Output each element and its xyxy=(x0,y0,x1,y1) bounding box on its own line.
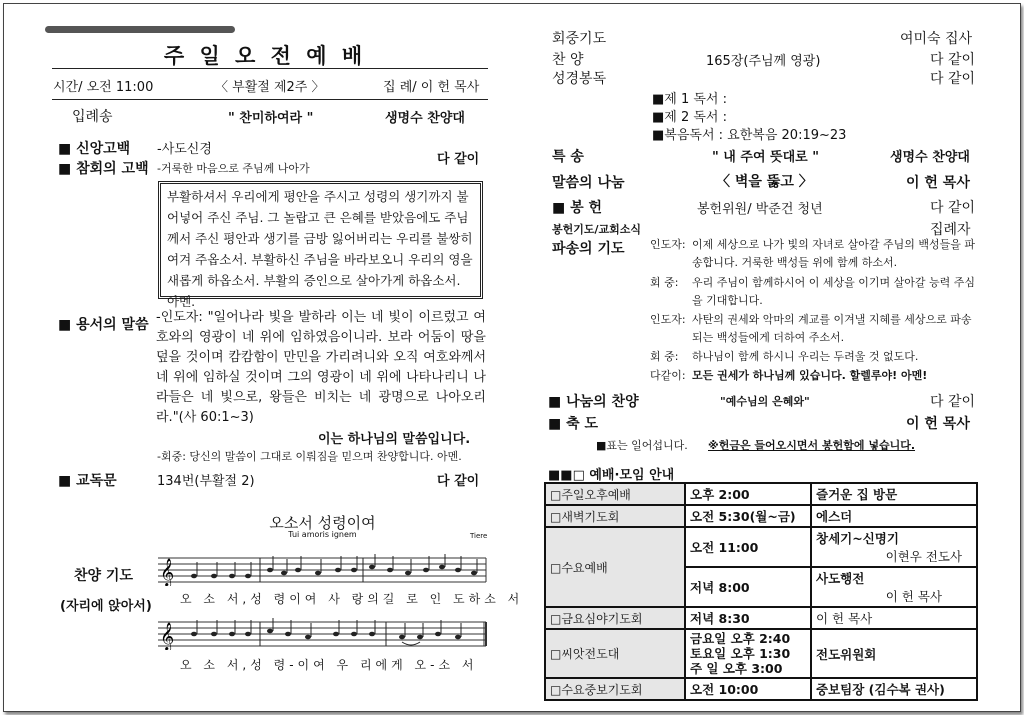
share-hymn-by: 다 같이 xyxy=(930,394,976,410)
service-time: 시간/ 오전 11:00 xyxy=(53,80,154,95)
hymn-score-subtitle: Tui amoris ignem xyxy=(288,530,357,539)
offering-by: 다 같이 xyxy=(930,200,976,216)
ann-time: 오전 10:00 xyxy=(685,678,811,700)
reading-3: ■복음독서 : 요한복음 20:19~23 xyxy=(652,128,847,143)
ann-time: 주 일 오후 3:00 xyxy=(690,661,783,676)
resp-who-4: 회 중: xyxy=(650,350,679,363)
hymn-value: 165장(주님께 영광) xyxy=(706,54,821,69)
share-hymn-label: ■ 나눔의 찬양 xyxy=(548,394,639,410)
hymn-prayer-label: 찬양 기도 xyxy=(74,568,133,584)
offering-value: 봉헌위원/ 박준건 청년 xyxy=(697,202,823,217)
resp-who-5: 다같이: xyxy=(650,369,686,382)
ann-desc-cell xyxy=(811,527,977,567)
note-offering: ※헌금은 들어오시면서 봉헌함에 넣습니다. xyxy=(708,439,916,452)
reading-2: ■제 2 독서 : xyxy=(652,110,728,125)
ann-desc: 중보팀장 (김수복 권사) xyxy=(811,678,977,700)
word-closing: 이는 하나님의 말씀입니다. xyxy=(318,432,471,447)
svg-text:𝄞: 𝄞 xyxy=(160,558,175,586)
hymn-prayer-note: (자리에 앉아서) xyxy=(60,599,152,614)
special-song-label: 특 송 xyxy=(552,149,584,165)
announcement-table xyxy=(544,482,978,701)
prayer-by: 여미숙 집사 xyxy=(900,31,973,47)
confession-prayer-box: 부활하셔서 우리에게 평안을 주시고 성령의 생기까지 불어넣어 주신 주님. 그 놀랍고 큰 은혜를 받았음에도 주님께서 주신 평안과 생기를 금방 잃어버리는 우리를 불쌍히 여겨 주옵소서. 부활하신 주님을 바라보오니 우리의 영을 새롭게 하옵소서. 부활의 증인으로 살아가게 하옵소서. 아멘. xyxy=(158,181,483,299)
ann-desc: 에스더 xyxy=(811,505,977,527)
reading-by: 다 같이 xyxy=(930,71,976,87)
confession-label: ■ 참회의 고백 xyxy=(58,161,149,177)
resp-who-3: 인도자: xyxy=(650,313,686,326)
lyrics-line-1: 오 소 서,성 령이여 사 랑의길 로 인 도하소 서 xyxy=(180,592,524,606)
ann-name: □수요중보기도회 xyxy=(545,678,685,700)
ann-name: □금요심야기도회 xyxy=(545,607,685,629)
ann-desc: 전도위원회 xyxy=(811,629,977,678)
svg-text:𝄞: 𝄞 xyxy=(160,622,175,650)
table-row xyxy=(545,483,977,505)
hymn-by: 다 같이 xyxy=(930,52,976,68)
absolution-text: -인도자: "일어나라 빛을 발하라 이는 네 빛이 이르렀고 여호와의 영광이 네 위에 임하였음이니라. 보라 어둠이 땅을 덮을 것이며 캄캄함이 만민을 가리려니와 오직 여호와께서 네 위에 임하실 것이며 그의 영광이 네 위에 나타나리니 나라들은 네 빛으로, 왕들은 비치는 네 광명으로 나아오리라."(사 60:1~3) xyxy=(156,310,486,425)
hymn-score-title: 오소서 성령이여 xyxy=(269,514,376,532)
responsive-reading-value: 134번(부활절 2) xyxy=(157,474,255,489)
share-hymn-song: "예수님의 은혜와" xyxy=(720,395,810,408)
special-song: " 내 주여 뜻대로 " xyxy=(712,150,819,165)
news-label: 봉헌기도/교회소식 xyxy=(552,223,642,236)
confession-value: -거룩한 마음으로 주님께 나아가 xyxy=(157,162,310,175)
resp-text-5: 모든 권세가 하나님께 있습니다. 할렐루야! 아멘! xyxy=(692,369,928,382)
ann-time: 금요일 오후 2:40 xyxy=(690,631,791,646)
resp-who-1: 인도자: xyxy=(650,238,686,251)
ann-time: 오전 5:30(월~금) xyxy=(685,505,811,527)
top-decor-bar xyxy=(45,26,235,33)
table-row xyxy=(545,629,977,678)
hymn-label: 찬 양 xyxy=(552,52,584,68)
header-rule xyxy=(52,99,488,100)
reading-1: ■제 1 독서 : xyxy=(652,92,728,107)
title-rule xyxy=(52,68,488,69)
table-row xyxy=(545,678,977,700)
ann-time: 오전 11:00 xyxy=(685,527,811,567)
resp-text-3: 사탄의 권세와 악마의 계교를 이겨낼 지혜를 세상으로 파송되는 백성들에게 더하여 주소서. xyxy=(692,313,972,344)
intro-by: 생명수 찬양대 xyxy=(385,111,465,126)
presider: 집 례/ 이 헌 목사 xyxy=(383,80,480,95)
offering-label: ■ 봉 헌 xyxy=(552,200,603,216)
ann-name: □씨앗전도대 xyxy=(545,629,685,678)
sermon-title: 〈 벽을 뚫고 〉 xyxy=(716,174,813,190)
hymn-composer: Tiere xyxy=(470,532,488,540)
news-by: 집례자 xyxy=(930,222,971,238)
intro-song: " 찬미하여라 " xyxy=(228,111,314,126)
sermon-label: 말씀의 나눔 xyxy=(552,175,625,191)
ann-time-cell xyxy=(685,629,811,678)
ann-name: □수요예배 xyxy=(545,527,685,607)
table-row xyxy=(545,527,977,567)
ann-time: 저녁 8:30 xyxy=(685,607,811,629)
ann-desc: 창세기~신명기 xyxy=(816,531,899,546)
confession-by: 다 같이 xyxy=(437,152,480,167)
responsive-reading-label: ■ 교독문 xyxy=(58,473,117,489)
ann-name: □주일오후예배 xyxy=(545,483,685,505)
ann-time: 토요일 오후 1:30 xyxy=(690,646,791,661)
creed-label: ■ 신앙고백 xyxy=(58,141,131,157)
ann-name: □새벽기도회 xyxy=(545,505,685,527)
intro-label: 입례송 xyxy=(72,109,113,125)
benediction-label: ■ 축 도 xyxy=(548,416,599,432)
ann-desc-cell xyxy=(811,567,977,607)
responsive-reading-by: 다 같이 xyxy=(437,474,480,489)
note-stand: ■표는 일어섭니다. xyxy=(596,439,688,452)
resp-text-2: 우리 주님이 함께하시어 이 세상을 이기며 살아갈 능력 주심을 기대합니다. xyxy=(692,276,975,307)
page-title: 주 일 오 전 예 배 xyxy=(163,43,367,68)
creed-value: -사도신경 xyxy=(157,142,212,157)
reading-label: 성경봉독 xyxy=(552,71,607,87)
sending-prayer-label: 파송의 기도 xyxy=(552,241,625,257)
special-song-by: 생명수 찬양대 xyxy=(890,150,970,165)
season-label: 〈 부활절 제2주 〉 xyxy=(215,80,325,95)
table-row xyxy=(545,505,977,527)
announcement-heading: ■■□ 예배·모임 안내 xyxy=(548,468,675,483)
ann-desc-leader: 이현우 전도사 xyxy=(885,549,962,564)
sermon-by: 이 헌 목사 xyxy=(906,175,970,191)
ann-desc: 이 헌 목사 xyxy=(811,607,977,629)
ann-desc-leader: 이 헌 목사 xyxy=(885,589,942,604)
music-staff-2 xyxy=(158,618,488,650)
lyrics-line-2: 오 소 서,성 령-이여 우 리에게 오-소 서 xyxy=(180,658,478,672)
ann-desc: 즐거운 집 방문 xyxy=(811,483,977,505)
music-staff-1 xyxy=(158,554,488,586)
ann-time: 오후 2:00 xyxy=(685,483,811,505)
prayer-label: 회중기도 xyxy=(552,31,607,47)
congregation-reply: -회중: 당신의 말씀이 그대로 이뤄짐을 믿으며 찬양합니다. 아멘. xyxy=(157,450,462,463)
absolution-label: ■ 용서의 말씀 xyxy=(58,317,149,333)
resp-text-4: 하나님이 함께 하시니 우리는 두려울 것 없도다. xyxy=(692,350,919,363)
resp-who-2: 회 중: xyxy=(650,276,679,289)
resp-text-1: 이제 세상으로 나가 빛의 자녀로 살아갈 주님의 백성들을 파송합니다. 거룩한 백성들 위에 함께 하소서. xyxy=(692,238,975,269)
benediction-by: 이 헌 목사 xyxy=(906,416,970,432)
ann-time: 저녁 8:00 xyxy=(685,567,811,607)
table-row xyxy=(545,607,977,629)
ann-desc: 사도행전 xyxy=(816,571,865,586)
